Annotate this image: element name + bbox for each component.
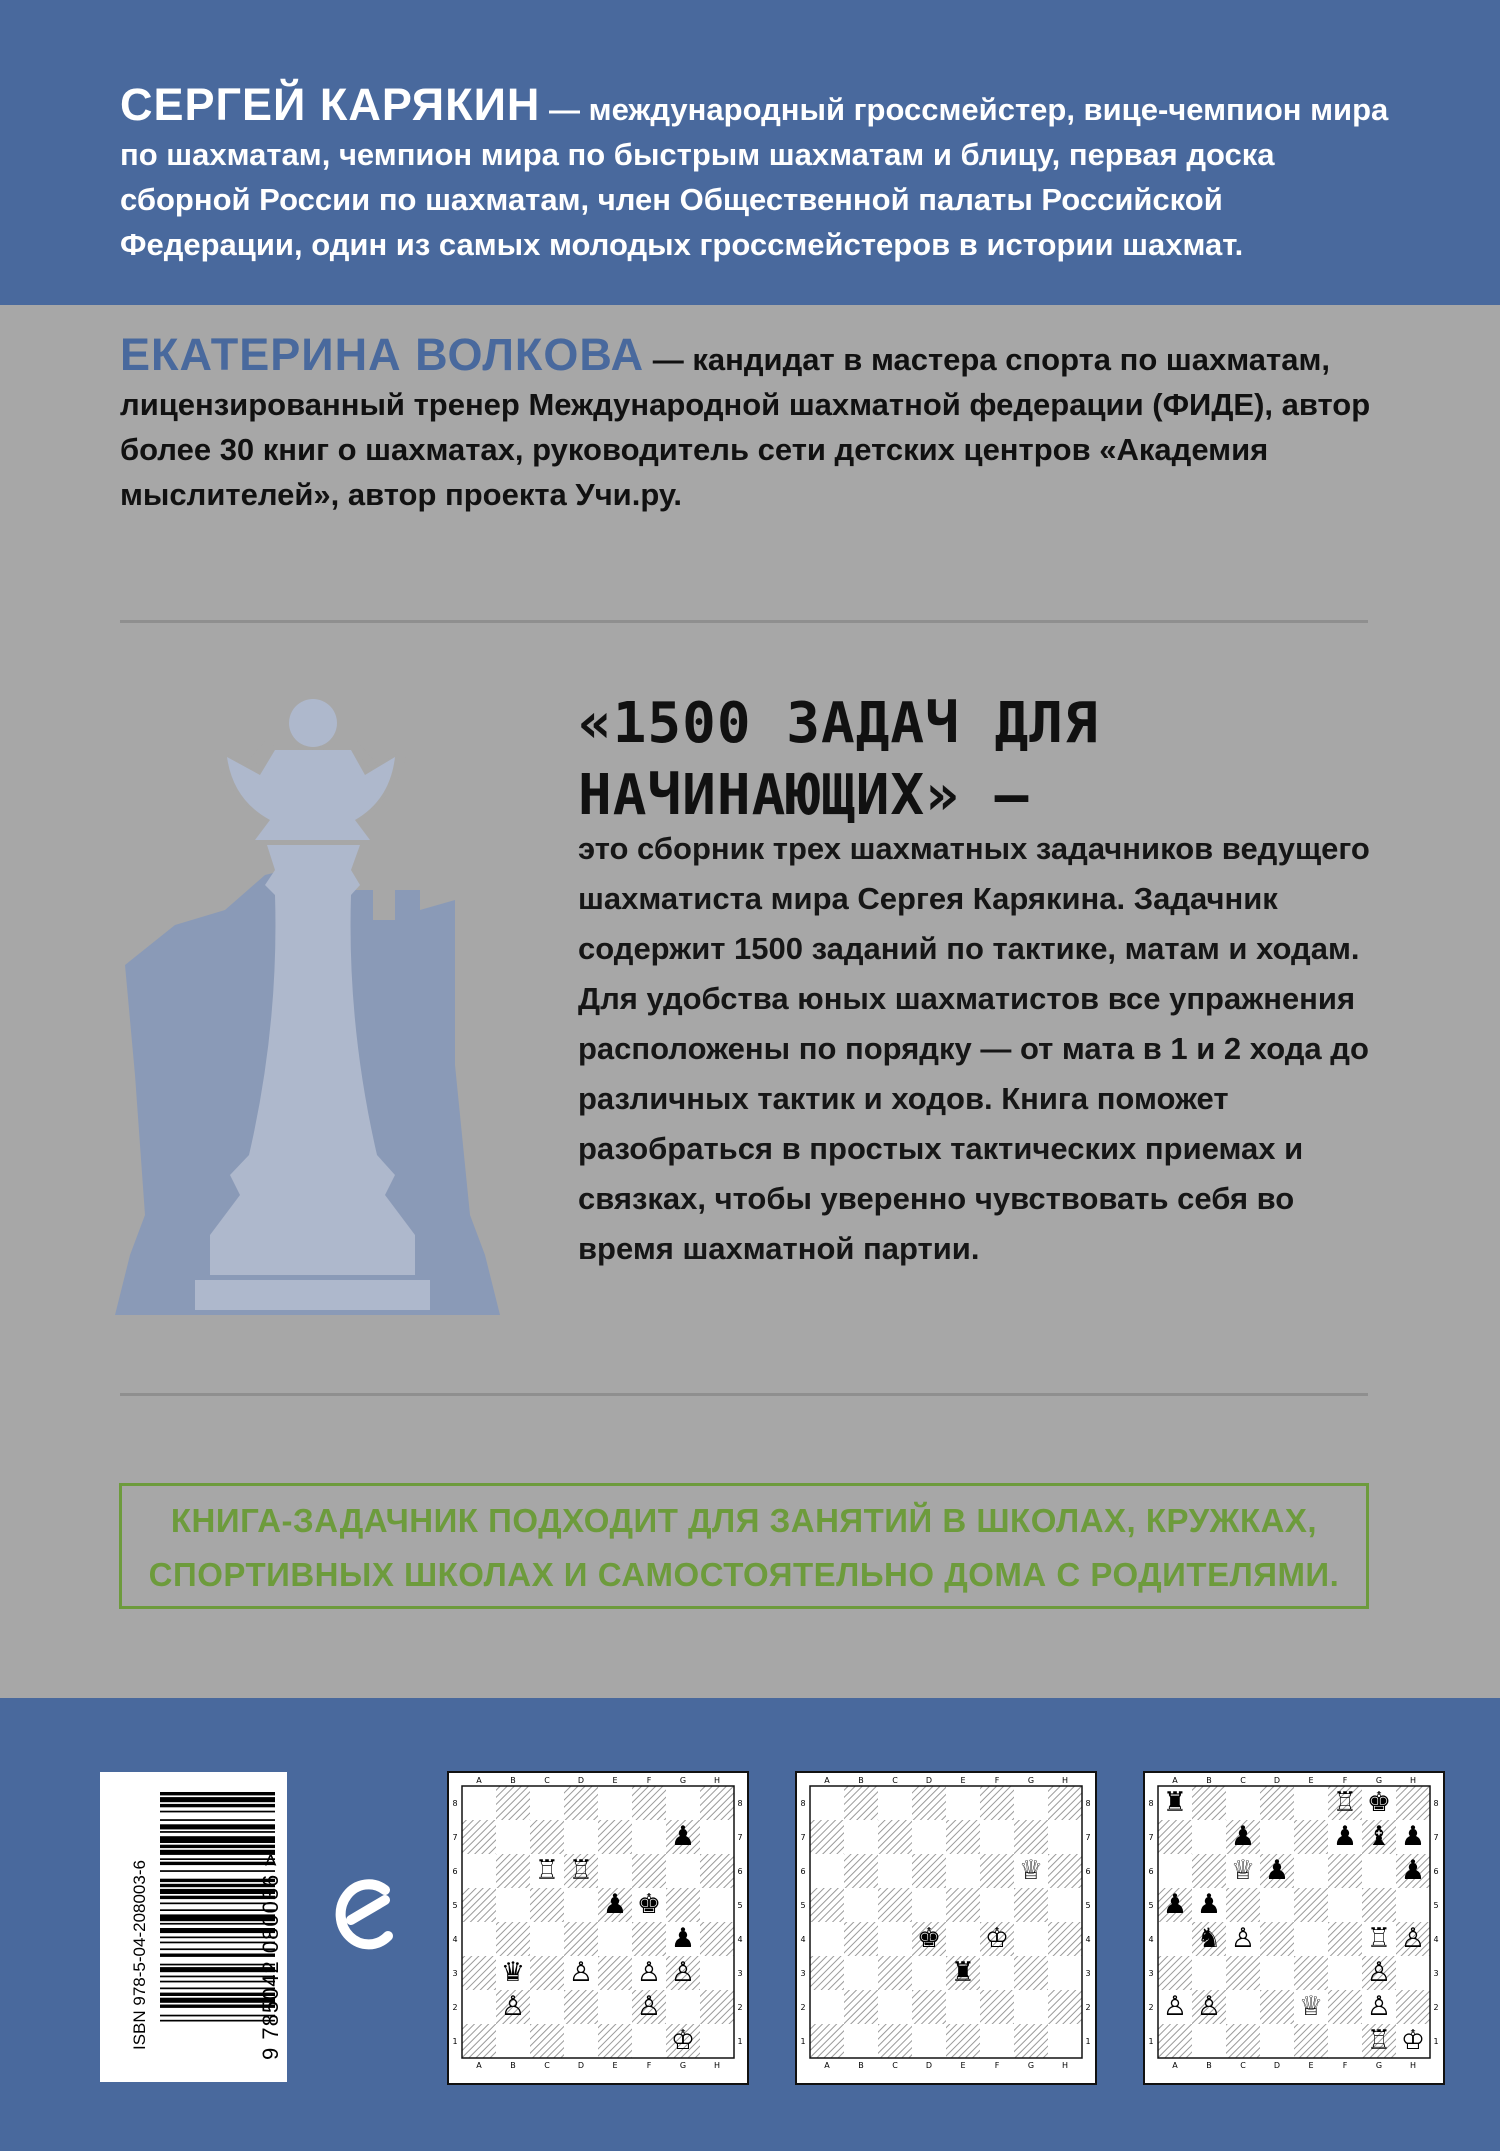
svg-text:1: 1: [1085, 2037, 1091, 2046]
chess-piece-g1: ♔: [670, 2025, 696, 2056]
svg-text:A: A: [476, 2061, 482, 2070]
book-title-line1: «1500 ЗАДАЧ ДЛЯ: [578, 691, 1099, 756]
chess-diagram-2: [795, 1771, 1097, 2085]
svg-text:3: 3: [452, 1969, 458, 1978]
chess-piece-f7: ♟: [1332, 1821, 1358, 1852]
svg-text:2: 2: [737, 2003, 743, 2012]
chess-piece-c6: ♕: [1230, 1855, 1256, 1886]
svg-text:G: G: [1027, 1776, 1035, 1785]
svg-text:6: 6: [1085, 1867, 1091, 1876]
book-description: это сборник трех шахматных задачников ведущего шахматиста мира Сергея Карякина. Задачник содержит 1500 заданий по тактике, матам и ходам. Для удобства юных шахматистов все упражнения расположены по порядку — от мата в 1 и 2 хода до различных тактик и ходов. Книга поможет разобраться в простых тактических приемах и связках, чтобы уверенно чувствовать себя во время шахматной партии.: [578, 831, 1370, 1266]
chess-piece-a8: ♜: [1162, 1787, 1188, 1818]
svg-text:C: C: [892, 1776, 898, 1785]
svg-text:H: H: [1409, 2061, 1417, 2070]
chess-piece-g4: ♟: [670, 1923, 696, 1954]
svg-text:1: 1: [1148, 2037, 1154, 2046]
svg-text:7: 7: [800, 1833, 806, 1842]
svg-text:F: F: [1342, 2061, 1348, 2070]
svg-text:5: 5: [800, 1901, 806, 1910]
svg-text:8: 8: [800, 1799, 806, 1808]
chess-piece-f5: ♚: [636, 1889, 662, 1920]
svg-text:D: D: [577, 2061, 585, 2070]
svg-text:2: 2: [1433, 2003, 1439, 2012]
svg-text:8: 8: [737, 1799, 743, 1808]
chess-piece-g2: ♙: [1366, 1991, 1392, 2022]
svg-text:F: F: [994, 2061, 1000, 2070]
svg-text:6: 6: [1148, 1867, 1154, 1876]
chess-piece-g3: ♙: [1366, 1957, 1392, 1988]
svg-text:C: C: [1240, 2061, 1246, 2070]
chess-piece-c7: ♟: [1230, 1821, 1256, 1852]
author-karyakin-name: СЕРГЕЙ КАРЯКИН: [120, 79, 541, 130]
svg-text:3: 3: [1433, 1969, 1439, 1978]
svg-text:H: H: [1061, 1776, 1069, 1785]
svg-text:A: A: [824, 2061, 830, 2070]
svg-text:4: 4: [800, 1935, 806, 1944]
chess-piece-d6: ♟: [1264, 1855, 1290, 1886]
svg-text:E: E: [1308, 1776, 1314, 1785]
svg-text:4: 4: [737, 1935, 743, 1944]
svg-text:7: 7: [737, 1833, 743, 1842]
author-volkova-bio: [120, 329, 1390, 517]
svg-text:3: 3: [800, 1969, 806, 1978]
svg-text:7: 7: [452, 1833, 458, 1842]
chess-piece-g4: ♖: [1366, 1923, 1392, 1954]
divider-top: [120, 620, 1368, 623]
svg-text:D: D: [925, 1776, 933, 1785]
svg-text:F: F: [646, 2061, 652, 2070]
chess-piece-e5: ♟: [602, 1889, 628, 1920]
chess-piece-f3: ♙: [636, 1957, 662, 1988]
svg-text:B: B: [510, 1776, 516, 1785]
chess-diagram-1: [447, 1771, 749, 2085]
chess-board-grid: [797, 1773, 1095, 2083]
chess-piece-b2: ♙: [1196, 1991, 1222, 2022]
chess-piece-e3: ♜: [950, 1957, 976, 1988]
svg-text:G: G: [1027, 2061, 1035, 2070]
svg-text:5: 5: [1433, 1901, 1439, 1910]
publisher-logo-icon: [333, 1868, 403, 1958]
chess-piece-b5: ♟: [1196, 1889, 1222, 1920]
chess-piece-c6: ♖: [534, 1855, 560, 1886]
chess-piece-f4: ♔: [984, 1923, 1010, 1954]
svg-text:B: B: [1206, 1776, 1212, 1785]
svg-text:2: 2: [452, 2003, 458, 2012]
chess-piece-h1: ♔: [1400, 2025, 1426, 2056]
chess-piece-h4: ♙: [1400, 1923, 1426, 1954]
svg-text:5: 5: [1148, 1901, 1154, 1910]
svg-text:A: A: [824, 1776, 830, 1785]
chess-piece-g8: ♚: [1366, 1787, 1392, 1818]
svg-text:F: F: [646, 1776, 652, 1785]
audience-note-line1: КНИГА-ЗАДАЧНИК ПОДХОДИТ ДЛЯ ЗАНЯТИЙ В ШКОЛАХ, КРУЖКАХ,: [170, 1502, 1318, 1539]
chess-piece-a2: ♙: [1162, 1991, 1188, 2022]
chess-diagram-3: [1143, 1771, 1445, 2085]
svg-text:8: 8: [1433, 1799, 1439, 1808]
svg-text:4: 4: [1085, 1935, 1091, 1944]
author-volkova-name: ЕКАТЕРИНА ВОЛКОВА: [120, 329, 645, 380]
author-karyakin-bio: [120, 79, 1390, 267]
chess-piece-g7: ♟: [670, 1821, 696, 1852]
svg-text:5: 5: [452, 1901, 458, 1910]
chess-piece-d6: ♖: [568, 1855, 594, 1886]
svg-text:H: H: [713, 1776, 721, 1785]
author-volkova-text: — кандидат в мастера спорта по шахматам, лицензированный тренер Международной шахматной федерации (ФИДЕ), автор более 30 книг о шахматах, руководитель сети детских центров «Академия мыслителей», автор проекта Учи.ру.: [120, 342, 1371, 512]
divider-bottom: [120, 1393, 1368, 1396]
svg-text:8: 8: [1148, 1799, 1154, 1808]
svg-text:C: C: [1240, 1776, 1246, 1785]
svg-text:B: B: [858, 1776, 864, 1785]
chess-piece-h7: ♟: [1400, 1821, 1426, 1852]
chess-piece-h6: ♟: [1400, 1855, 1426, 1886]
svg-text:1: 1: [800, 2037, 806, 2046]
chess-piece-a5: ♟: [1162, 1889, 1188, 1920]
svg-text:D: D: [1273, 1776, 1281, 1785]
svg-text:7: 7: [1085, 1833, 1091, 1842]
chess-piece-g6: ♕: [1018, 1855, 1044, 1886]
svg-text:7: 7: [1148, 1833, 1154, 1842]
chess-piece-b2: ♙: [500, 1991, 526, 2022]
svg-text:1: 1: [737, 2037, 743, 2046]
svg-text:H: H: [713, 2061, 721, 2070]
svg-text:4: 4: [1433, 1935, 1439, 1944]
svg-text:B: B: [1206, 2061, 1212, 2070]
svg-text:6: 6: [1433, 1867, 1439, 1876]
svg-text:4: 4: [452, 1935, 458, 1944]
svg-text:B: B: [858, 2061, 864, 2070]
chess-piece-g1: ♖: [1366, 2025, 1392, 2056]
svg-text:8: 8: [1085, 1799, 1091, 1808]
chess-piece-b4: ♞: [1196, 1923, 1222, 1954]
svg-text:1: 1: [452, 2037, 458, 2046]
svg-text:H: H: [1409, 1776, 1417, 1785]
svg-text:6: 6: [737, 1867, 743, 1876]
chess-piece-c4: ♙: [1230, 1923, 1256, 1954]
svg-text:3: 3: [1148, 1969, 1154, 1978]
svg-text:7: 7: [1433, 1833, 1439, 1842]
svg-text:3: 3: [1085, 1969, 1091, 1978]
svg-text:2: 2: [1085, 2003, 1091, 2012]
svg-text:4: 4: [1148, 1935, 1154, 1944]
svg-text:F: F: [994, 1776, 1000, 1785]
author-karyakin-text: — международный гроссмейстер, вице-чемпион мира по шахматам, чемпион мира по быстрым шахматам и блицу, первая доска сборной России по шахматам, член Общественной палаты Российской Федерации, один из самых молодых гроссмейстеров в истории шахмат.: [120, 92, 1389, 262]
svg-text:G: G: [679, 2061, 687, 2070]
svg-text:C: C: [544, 1776, 550, 1785]
svg-text:A: A: [476, 1776, 482, 1785]
svg-text:A: A: [1172, 2061, 1178, 2070]
svg-text:G: G: [1375, 1776, 1383, 1785]
chess-piece-f8: ♖: [1332, 1787, 1358, 1818]
svg-text:2: 2: [800, 2003, 806, 2012]
svg-text:1: 1: [1433, 2037, 1439, 2046]
svg-text:D: D: [925, 2061, 933, 2070]
svg-text:E: E: [960, 1776, 966, 1785]
svg-text:D: D: [1273, 2061, 1281, 2070]
svg-text:G: G: [1375, 2061, 1383, 2070]
barcode-digits: 9 785042 080036 >: [258, 1852, 283, 2060]
chess-piece-g3: ♙: [670, 1957, 696, 1988]
book-title: [578, 688, 1378, 832]
svg-text:6: 6: [452, 1867, 458, 1876]
chess-piece-e2: ♕: [1298, 1991, 1324, 2022]
svg-text:E: E: [612, 1776, 618, 1785]
isbn-text: ISBN 978-5-04-208003-6: [130, 1860, 149, 2050]
svg-text:D: D: [577, 1776, 585, 1785]
svg-text:H: H: [1061, 2061, 1069, 2070]
svg-text:E: E: [1308, 2061, 1314, 2070]
book-title-line2: НАЧИНАЮЩИХ» —: [578, 763, 1030, 828]
svg-text:F: F: [1342, 1776, 1348, 1785]
svg-text:B: B: [510, 2061, 516, 2070]
chess-piece-f2: ♙: [636, 1991, 662, 2022]
svg-text:E: E: [612, 2061, 618, 2070]
svg-text:G: G: [679, 1776, 687, 1785]
svg-text:5: 5: [1085, 1901, 1091, 1910]
svg-text:A: A: [1172, 1776, 1178, 1785]
svg-text:C: C: [892, 2061, 898, 2070]
audience-note-line2: СПОРТИВНЫХ ШКОЛАХ И САМОСТОЯТЕЛЬНО ДОМА С РОДИТЕЛЯМИ.: [148, 1556, 1340, 1593]
svg-text:8: 8: [452, 1799, 458, 1808]
svg-text:E: E: [960, 2061, 966, 2070]
svg-text:6: 6: [800, 1867, 806, 1876]
chess-piece-b3: ♛: [500, 1957, 526, 1988]
chess-pieces-illustration: [115, 695, 500, 1315]
svg-text:5: 5: [737, 1901, 743, 1910]
svg-text:3: 3: [737, 1969, 743, 1978]
chess-board-grid: [449, 1773, 747, 2083]
chess-piece-d3: ♙: [568, 1957, 594, 1988]
svg-text:C: C: [544, 2061, 550, 2070]
audience-note: [119, 1483, 1369, 1609]
svg-text:2: 2: [1148, 2003, 1154, 2012]
chess-piece-d4: ♚: [916, 1923, 942, 1954]
chess-piece-g7: ♝: [1366, 1821, 1392, 1852]
